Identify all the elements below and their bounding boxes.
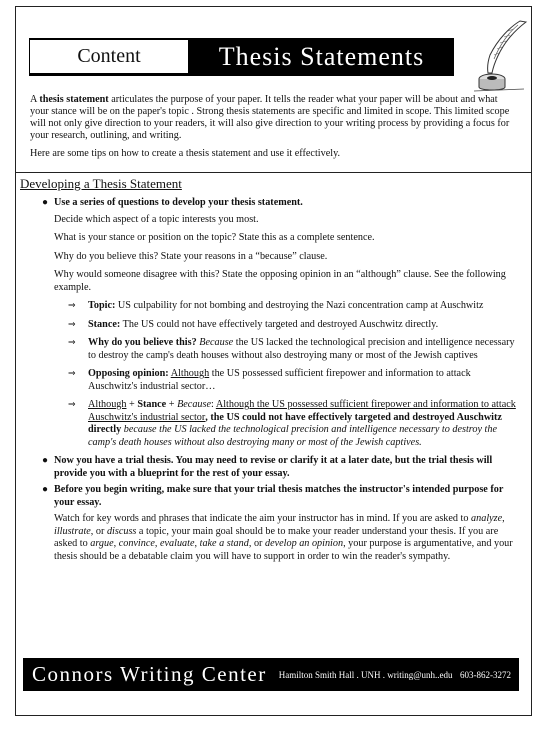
topic-text: US culpability for not bombing and destroying the Nazi concentration camp at Auschwitz [115, 300, 484, 311]
opposing-text: the US possessed sufficient firepower and information to attack Auschwitz's industrial sector… [88, 368, 471, 392]
combo-colon: : [211, 399, 216, 410]
question-1: Decide which aspect of a topic interests you most. [54, 213, 259, 225]
opposing-label: Opposing opinion: [88, 368, 169, 379]
intro-text [30, 94, 510, 166]
combo-plus: + [166, 399, 178, 410]
writing-center-name: Connors Writing Center [32, 662, 267, 686]
topic-label: Topic: [88, 300, 116, 311]
combo-because: Because [177, 399, 212, 410]
keywords-paragraph: Watch for key words and phrases that indicate the aim your instructor has in mind. If you are asked to analyze, illustrate, or discuss a topic, your main goal should be to make your reader understand your thesis. If you are asked to argue, convince, evaluate, take a stand, or develop an opinion, your purpose is argumentative, and your thesis should be a debatable claim you will have to support in order to win the reader's sympathy. [54, 513, 513, 562]
bullet-item-2 [36, 455, 516, 480]
stance-label: Stance: [88, 318, 121, 330]
example-stance [68, 319, 516, 332]
stance-text: The US could not have effectively targeted and destroyed Auschwitz directly. [120, 318, 439, 330]
question-3: Why do you believe this? State your reasons in a “because” clause. [54, 250, 328, 262]
footer-bar [23, 658, 519, 691]
bullet-dot-icon: ● [41, 455, 49, 466]
content-label: Content [29, 39, 189, 74]
example-why [68, 337, 516, 362]
footer-phone: 603-862-3272 [460, 669, 511, 680]
why-text: the US lacked the technological precision and intelligence necessary to destroy the camp's death houses without also destroying many or most of the Jewish captives [88, 337, 515, 361]
arrow-right-icon: ⇒ [68, 301, 76, 311]
question-4: Why would someone disagree with this? State the opposing opinion in an “although” clause. See the following example. [54, 269, 506, 293]
quill-inkwell-icon [470, 17, 528, 95]
bullet-2-text: Now you have a trial thesis. You may need to revise or clarify it at a later date, but the trial thesis will provide you with a blueprint for the rest of your essay. [54, 455, 493, 479]
combo-because-clause: because the US lacked the technological precision and intelligence necessary to destroy the camp's death houses without also destroying many or most of the Jewish captives. [88, 424, 497, 448]
section-heading: Developing a Thesis Statement [20, 176, 182, 191]
intro-paragraph-1 [30, 94, 510, 142]
page-title: Thesis Statements [218, 42, 425, 71]
example-combined-thesis [68, 399, 516, 449]
bullet-item-3 [36, 484, 516, 509]
thesis-statement-term: thesis statement [39, 94, 109, 105]
intro-paragraph-2: Here are some tips on how to create a thesis statement and use it effectively. [30, 148, 341, 159]
arrow-right-icon: ⇒ [68, 400, 76, 410]
bullet-3-text: Before you begin writing, make sure that your trial thesis matches the instructor's intended purpose for your essay. [54, 484, 504, 508]
why-label: Why do you believe this? [88, 337, 197, 348]
example-topic [68, 300, 516, 313]
although-word: Although [170, 368, 210, 379]
main-content [36, 197, 516, 569]
section-divider [16, 172, 531, 173]
question-2: What is your stance or position on the topic? State this as a complete sentence. [54, 232, 375, 243]
intro-p1-start: A [30, 94, 40, 105]
bullet-dot-icon: ● [41, 484, 49, 495]
bullet-dot-icon: ● [41, 197, 49, 208]
combo-plus: + [126, 399, 138, 410]
combo-stance: Stance [137, 399, 167, 410]
arrow-right-icon: ⇒ [68, 319, 76, 330]
example-opposing [68, 368, 516, 393]
bullet-item-1 [36, 197, 516, 210]
bullet-1-text: Use a series of questions to develop your thesis statement. [54, 197, 303, 208]
combo-although-clause: Although the US possessed sufficient firepower and information to attack Auschwitz's industrial sector [88, 399, 516, 423]
footer-address: Hamilton Smith Hall . UNH . writing@unh..edu [278, 669, 453, 680]
because-word: Because [196, 337, 234, 348]
combo-although: Although [88, 399, 127, 410]
arrow-right-icon: ⇒ [68, 338, 76, 348]
arrow-right-icon: ⇒ [68, 369, 76, 379]
combo-stance-clause: , the US could not have effectively targeted and destroyed Auschwitz directly [88, 411, 502, 435]
intro-p1-rest: articulates the purpose of your paper. It tells the reader what your paper will be about and what your stance will be on the paper's topic . Strong thesis statements are specific and limited in scope. This limited scope will not only give direction to your readers, it will also give direction to your writing process by providing a focus for your research, outlining, and writing. [30, 94, 510, 141]
